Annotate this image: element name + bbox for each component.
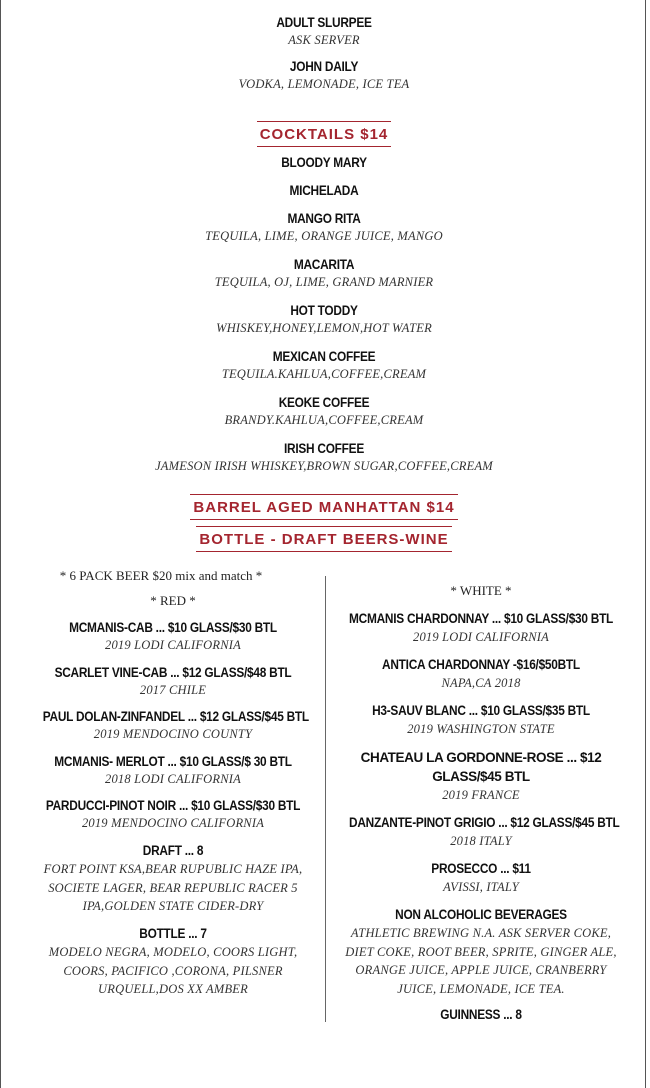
item-name: MEXICAN COFFEE [272, 349, 376, 364]
wine-item [25, 708, 321, 753]
wine-item [25, 797, 321, 842]
left-column [25, 567, 321, 999]
menu-item [1, 394, 647, 440]
wine-origin: 2018 ITALY [450, 834, 512, 848]
wine-item [25, 753, 321, 797]
wine-name: CHATEAU LA GORDONNE-ROSE ... $12 GLASS/$45 BTL [360, 750, 602, 784]
wine-item [331, 610, 631, 656]
bottle-name: BOTTLE ... 7 [139, 926, 207, 941]
menu-item [1, 154, 647, 182]
wine-origin: 2019 LODI CALIFORNIA [105, 638, 241, 652]
item-name: BLOODY MARY [281, 155, 367, 170]
non-alcoholic-heading: NON ALCOHOLIC BEVERAGES [395, 907, 567, 922]
item-description: TEQUILA, LIME, ORANGE JUICE, MANGO [205, 229, 443, 243]
wine-origin: AVISSI, ITALY [443, 880, 519, 894]
menu-item [1, 210, 647, 256]
bottle-draft-wine-heading [1, 526, 647, 552]
wine-origin: 2019 FRANCE [442, 788, 520, 802]
item-name: MICHELADA [289, 183, 359, 198]
cocktails-heading: COCKTAILS $14 [257, 121, 392, 147]
wine-item [25, 664, 321, 708]
wine-item [331, 860, 631, 906]
wine-name: DANZANTE-PINOT GRIGIO ... $12 GLASS/$45 BTL [349, 815, 620, 830]
wine-item [331, 748, 631, 814]
cocktails-section [1, 121, 647, 486]
menu-item [1, 14, 647, 49]
item-name: HOT TODDY [290, 303, 358, 318]
wine-origin: 2018 LODI CALIFORNIA [105, 772, 241, 786]
wine-origin: 2019 MENDOCINO CALIFORNIA [81, 816, 265, 830]
guinness-name: GUINNESS ... 8 [440, 1007, 522, 1022]
item-name: ADULT SLURPEE [276, 15, 372, 30]
draft-list: FORT POINT KSA,BEAR RUPUBLIC HAZE IPA, SOCIETE LAGER, BEAR REPUBLIC RACER 5 IPA,GOLDEN STATE CIDER-DRY [43, 862, 303, 913]
bottle-draft-wine-heading-text: BOTTLE - DRAFT BEERS-WINE [196, 526, 451, 552]
manhattan-heading [1, 494, 647, 520]
wine-item [331, 814, 631, 860]
menu-item [1, 182, 647, 210]
white-heading: * WHITE * [450, 583, 512, 598]
wine-name: MCMANIS- MERLOT ... $10 GLASS/$ 30 BTL [54, 754, 292, 769]
item-description: BRANDY.KAHLUA,COFFEE,CREAM [224, 413, 424, 427]
six-pack-note: * 6 PACK BEER $20 mix and match * [59, 568, 263, 583]
wine-name: PROSECCO ... $11 [431, 861, 531, 876]
wine-origin: NAPA,CA 2018 [441, 676, 521, 690]
item-description: JAMESON IRISH WHISKEY,BROWN SUGAR,COFFEE,CREAM [155, 459, 493, 473]
wine-item [331, 656, 631, 702]
wine-name: MCMANIS CHARDONNAY ... $10 GLASS/$30 BTL [349, 611, 614, 626]
wine-name: PAUL DOLAN-ZINFANDEL ... $12 GLASS/$45 BTL [42, 709, 309, 724]
red-heading: * RED * [150, 593, 196, 608]
bottle-beer-item [25, 925, 321, 999]
menu-item [1, 58, 647, 93]
non-alcoholic-list: ATHLETIC BREWING N.A. ASK SERVER COKE, DIET COKE, ROOT BEER, SPRITE, GINGER ALE, ORANGE JUICE, APPLE JUICE, CRANBERRY JUICE, LEMONADE, ICE TEA. [345, 926, 617, 996]
item-description: TEQUILA.KAHLUA,COFFEE,CREAM [221, 367, 427, 381]
bottle-list: MODELO NEGRA, MODELO, COORS LIGHT, COORS, PACIFICO ,CORONA, PILSNER URQUELL,DOS XX AMBER [48, 945, 298, 996]
item-description: VODKA, LEMONADE, ICE TEA [238, 77, 410, 91]
right-column [331, 583, 631, 1024]
draft-beer-item [25, 842, 321, 925]
menu-item [1, 256, 647, 302]
menu-item [1, 302, 647, 348]
non-alcoholic-item [331, 906, 631, 1006]
item-name: MACARITA [293, 257, 355, 272]
wine-item [331, 702, 631, 748]
item-description: WHISKEY,HONEY,LEMON,HOT WATER [216, 321, 432, 335]
draft-name: DRAFT ... 8 [142, 843, 204, 858]
wine-item [25, 619, 321, 664]
wine-origin: 2019 MENDOCINO COUNTY [93, 727, 253, 741]
wine-name: SCARLET VINE-CAB ... $12 GLASS/$48 BTL [54, 665, 292, 680]
wine-name: PARDUCCI-PINOT NOIR ... $10 GLASS/$30 BTL [45, 798, 301, 813]
guinness-item [331, 1006, 631, 1024]
item-name: IRISH COFFEE [283, 441, 364, 456]
item-description: TEQUILA, OJ, LIME, GRAND MARNIER [214, 275, 434, 289]
wine-origin: 2017 CHILE [139, 683, 207, 697]
item-name: KEOKE COFFEE [278, 395, 370, 410]
wine-name: ANTICA CHARDONNAY -$16/$50BTL [382, 657, 580, 672]
item-description: ASK SERVER [288, 33, 360, 47]
wine-origin: 2019 LODI CALIFORNIA [413, 630, 549, 644]
item-name: JOHN DAILY [289, 59, 359, 74]
wine-name: H3-SAUV BLANC ... $10 GLASS/$35 BTL [372, 703, 590, 718]
section-heading [1, 121, 647, 147]
menu-item [1, 348, 647, 394]
menu-item [1, 440, 647, 486]
top-items [1, 14, 647, 93]
column-divider [325, 576, 326, 1022]
wine-name: MCMANIS-CAB ... $10 GLASS/$30 BTL [69, 620, 277, 635]
manhattan-heading-text: BARREL AGED MANHATTAN $14 [190, 494, 457, 520]
item-name: MANGO RITA [287, 211, 361, 226]
wine-origin: 2019 WASHINGTON STATE [407, 722, 555, 736]
